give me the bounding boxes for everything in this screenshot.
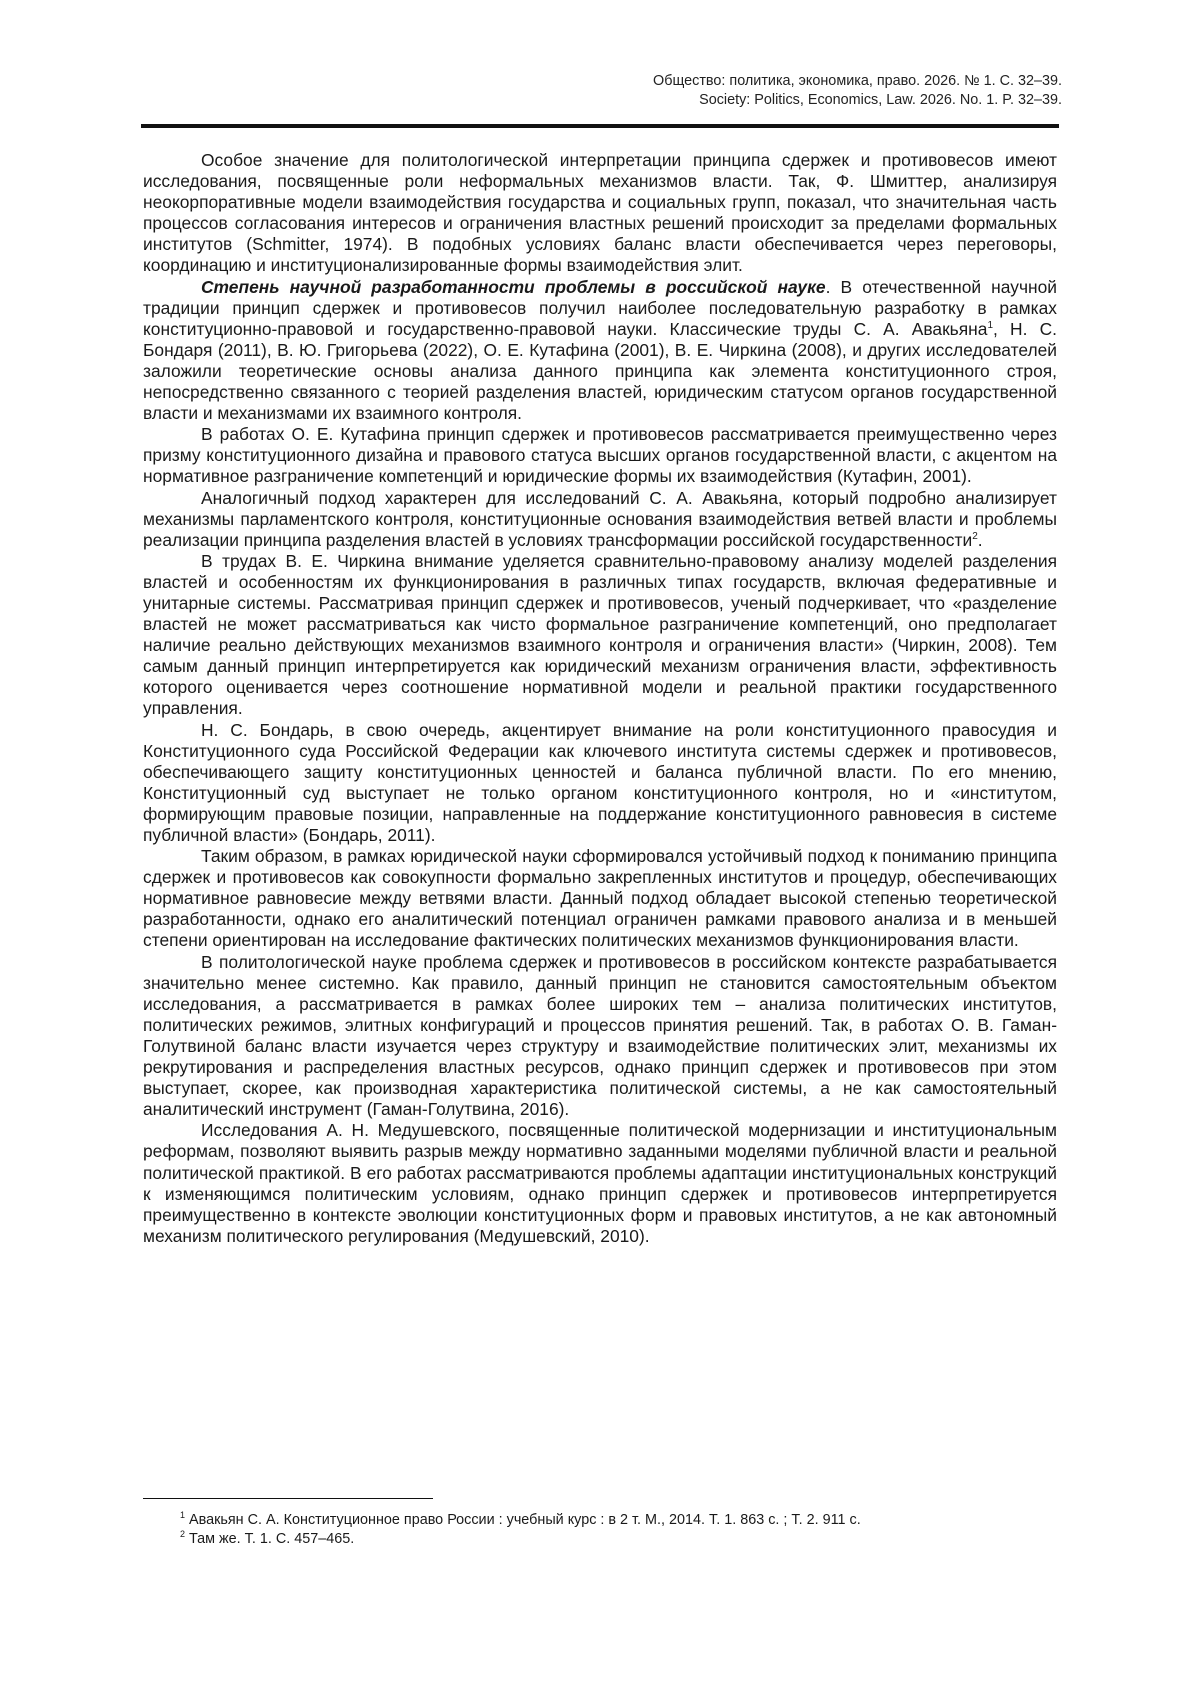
footnote-ref[interactable]: 2: [972, 530, 978, 542]
header-citation-en: Society: Politics, Economics, Law. 2026. No. 1. P. 32–39.: [699, 92, 1062, 108]
paragraph: В политологической науке проблема сдержек и противовесов в российском контексте разрабатывается значительно менее системно. Как правило, данный принцип не становится самостоятельным объектом исследования, а рассматривается в рамках более широких тем – анализа политических институтов, политических режимов, элитных конфигураций и процессов принятия решений. Так, в работах О. В. Гаман-Голутвиной баланс власти изучается через структуру и взаимодействие политических элит, механизмы их рекрутирования и распределения властных ресурсов, однако принцип сдержек и противовесов при этом выступает, скорее, как производная характеристика политической системы, а не как самостоятельный аналитический инструмент (Гаман-Голутвина, 2016).: [143, 951, 1057, 1120]
footnote-mark: 1: [180, 1510, 186, 1521]
footnote: [180, 1530, 1060, 1549]
footnote-text: Авакьян С. А. Конституционное право России : учебный курс : в 2 т. М., 2014. Т. 1. 863 с. ; Т. 2. 911 с.: [185, 1512, 861, 1528]
running-header: [653, 72, 1062, 110]
footnote: [180, 1511, 1060, 1530]
footnote-ref[interactable]: 1: [987, 319, 993, 331]
paragraph-text: , Н. С. Бондаря (2011), В. Ю. Григорьева (2022), О. Е. Кутафина (2001), В. Е. Чиркина (2008), и других исследователей заложили теоретические основы анализа данного принципа как элемента конституционного строя, непосредственно связанного с теорией разделения властей, юридическим статусом органов государственной власти и механизмами их взаимного контроля.: [143, 318, 1057, 424]
paragraph-text: Аналогичный подход характерен для исследований С. А. Авакьяна, который подробно анализирует механизмы парламентского контроля, конституционные основания взаимодействия ветвей власти и проблемы реализации принципа разделения властей в условиях трансформации российской государственности: [143, 487, 1057, 550]
footnote-text: Там же. Т. 1. С. 457–465.: [185, 1531, 355, 1547]
footnotes: [180, 1511, 1060, 1549]
paragraph: Особое значение для политологической интерпретации принципа сдержек и противовесов имеют исследования, посвященные роли неформальных механизмов власти. Так, Ф. Шмиттер, анализируя неокорпоративные модели взаимодействия государства и социальных групп, показал, что значительная часть процессов согласования интересов и ограничения властных решений происходит за пределами формальных институтов (Schmitter, 1974). В подобных условиях баланс власти обеспечивается через переговоры, координацию и институционализированные формы взаимодействия элит.: [143, 150, 1057, 276]
paragraph-text: . В отечественной научной традиции принцип сдержек и противовесов получил наиболее последовательную разработку в рамках конституционно-правовой и государственно-правовой науки. Классические труды С. А. Авакьяна: [143, 276, 1058, 339]
paragraph: [143, 277, 1057, 425]
paragraph: Таким образом, в рамках юридической науки сформировался устойчивый подход к пониманию принципа сдержек и противовесов как совокупности формально закрепленных институтов и процедур, обеспечивающих нормативное равновесие между ветвями власти. Данный подход обладает высокой степенью теоретической разработанности, однако его аналитический потенциал ограничен рамками правового анализа и в меньшей степени ориентирован на исследование фактических политических механизмов функционирования власти.: [143, 846, 1057, 951]
header-citation-ru: Общество: политика, экономика, право. 2026. № 1. С. 32–39.: [653, 73, 1062, 89]
section-lead-phrase: Степень научной разработанности проблемы в российской науке: [201, 276, 826, 297]
paragraph: В работах О. Е. Кутафина принцип сдержек и противовесов рассматривается преимущественно через призму конституционного дизайна и правового статуса высших органов государственной власти, с акцентом на нормативное разграничение компетенций и юридические формы их взаимодействия (Кутафин, 2001).: [143, 424, 1057, 487]
header-rule: [141, 124, 1059, 128]
footnote-separator: [143, 1498, 433, 1499]
paragraph: Исследования А. Н. Медушевского, посвященные политической модернизации и институциональным реформам, позволяют выявить разрыв между нормативно заданными моделями публичной власти и реальной политической практикой. В его работах рассматриваются проблемы адаптации институциональных конструкций к изменяющимся политическим условиям, однако принцип сдержек и противовесов интерпретируется преимущественно в контексте эволюции конституционных форм и правовых институтов, а не как автономный механизм политического регулирования (Медушевский, 2010).: [143, 1120, 1057, 1246]
article-body: [143, 150, 1057, 1247]
paragraph: Н. С. Бондарь, в свою очередь, акцентирует внимание на роли конституционного правосудия и Конституционного суда Российской Федерации как ключевого института системы сдержек и противовесов, обеспечивающего защиту конституционных ценностей и баланса публичной власти. По его мнению, Конституционный суд выступает не только органом конституционного контроля, но и «институтом, формирующим правовые позиции, направленные на поддержание конституционного равновесия в системе публичной власти» (Бондарь, 2011).: [143, 719, 1057, 845]
footnote-mark: 2: [180, 1529, 186, 1540]
paragraph-text: .: [977, 529, 983, 550]
paragraph: В трудах В. Е. Чиркина внимание уделяется сравнительно-правовому анализу моделей разделения властей и особенностям их функционирования в различных типах государств, включая федеративные и унитарные системы. Рассматривая принцип сдержек и противовесов, ученый подчеркивает, что «разделение властей не может рассматриваться как чисто формальное разграничение компетенций, оно предполагает наличие реально действующих механизмов взаимного контроля и ограничения власти» (Чиркин, 2008). Тем самым данный принцип интерпретируется как юридический механизм ограничения власти, эффективность которого оценивается через соотношение нормативной модели и реальной практики государственного управления.: [143, 550, 1057, 719]
paragraph: [143, 488, 1057, 551]
